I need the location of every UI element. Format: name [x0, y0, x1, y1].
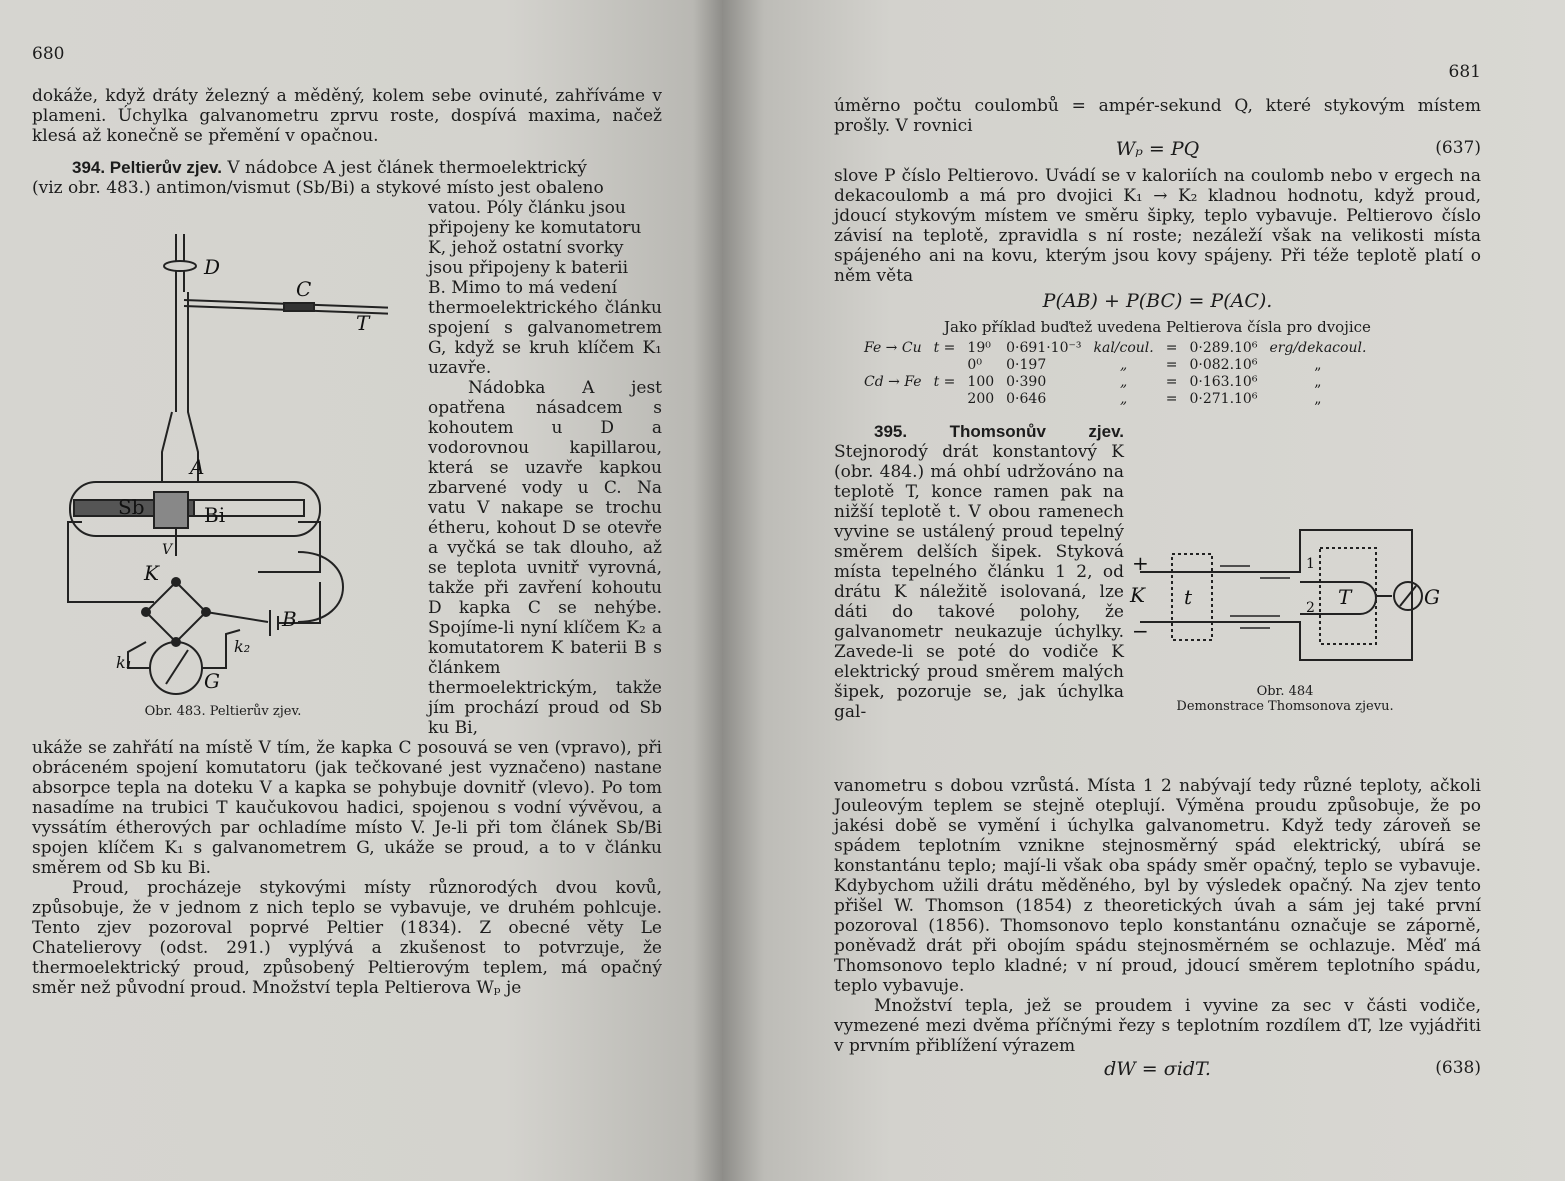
fig483-label-Bi: Bi [204, 503, 226, 527]
section-394-title: 394. Peltierův zjev. [72, 158, 222, 177]
section-395-title: 395. Thomsonův zjev. [874, 422, 1124, 441]
fig483-label-B: B [282, 607, 297, 631]
fig483-label-T: T [356, 311, 370, 335]
equation-637 [834, 138, 1481, 162]
table-row: 200 0·646 „ = 0·271.10⁶ „ [967, 391, 1322, 407]
fig484-label-T: T [1338, 585, 1352, 609]
fig484-label-plus: + [1132, 551, 1149, 575]
figure-483-caption: Obr. 483. Peltierův zjev. [144, 704, 302, 719]
fig484-label-t: t [1184, 585, 1193, 609]
equation-638-number: (638) [1435, 1058, 1481, 1078]
table-row: 0⁰ 0·197 „ = 0·082.10⁶ „ [967, 357, 1322, 373]
equation-637-number: (637) [1435, 138, 1481, 158]
section-394-first-line: 394. Peltierův zjev. V nádobce A jest článek thermoelektrický [72, 158, 587, 178]
paragraph-coulomb: úměrno počtu coulombů = ampér-sekund Q, které stykovým místem prošly. V rovnici [834, 96, 1481, 136]
fig483-label-D: D [204, 255, 221, 279]
equation-638-formula: dW = σidT. [1104, 1058, 1211, 1080]
fig483-label-K: K [144, 561, 159, 585]
fig483-label-C: C [296, 277, 312, 301]
fig483-label-k1: k₁ [116, 653, 133, 672]
figure-484 [1120, 520, 1450, 714]
figure-483 [58, 222, 388, 719]
fig484-label-minus: − [1132, 619, 1149, 643]
fig484-label-G: G [1424, 585, 1440, 609]
figure-484-caption-text: Demonstrace Thomsonova zjevu. [1176, 699, 1394, 714]
section-395-continuation: vanometru s dobou vzrůstá. Místa 1 2 nabývají tedy různé teploty, ačkoli Jouleovým teplem se stejně oteplují. Výměna proudu způsobuje, že po jakési době se vymění i úchylka galvanometru. Když tedy zároveň se spádem teplotním vznikne stejnosměrný spád elektrický, ubírá se konstantánu teplo; mají-li však oba spády směr opačný, teplo se vybavuje. Kdybychom užili drátu měděného, byl by výsledek opačný. Na zjev tento přišel W. Thomson (1854) z theoretických úvah a sám jej také první pozoroval (1856). Thomsonovo teplo konstantánu označuje se záporně, poněvadž drát při obojím spádu stejnosměrném se ochlazuje. Měď má Thomsonovo teplo kladné; v ní proud, jdoucí směrem teplotního spádu, teplo vybavuje. [834, 776, 1481, 996]
table-row: Fe → Cu t = 19⁰ 0·691·10⁻³ kal/coul. = 0·289.10⁶ erg/dekacoul. [864, 340, 1367, 356]
fig484-label-K: K [1130, 583, 1145, 607]
page-number-right: 681 [1448, 62, 1481, 82]
paragraph-heat-amount: Množství tepla, jež se proudem i vyvine za sec v části vodiče, vymezené mezi dvěma příčnými řezy s teplotním rozdílem dT, lze vyjádřiti v prvním přiblížení výrazem [834, 996, 1481, 1056]
fig484-label-1: 1 [1306, 556, 1315, 572]
fig483-label-Sb: Sb [118, 495, 145, 519]
fig483-label-G: G [204, 669, 220, 693]
narrow-text-column: vatou. Póly článku jsou připojeny ke komutatoru K, jehož ostatní svorky jsou připojeny k baterii B. Mimo to má vedení thermoelektrického článku spojení s galvanometrem G, když se kruh klíčem K₁ uzavře. Nádobka A jest opatřena násadcem s kohoutem u D a vodorovnou kapillarou, která se uzavře kapkou zbarvené vody u C. Na vatu V nakape se trochu étheru, kohout D se otevře a vyčká se tak dlouho, až se teplota uvnitř vyrovná, takže při zavření kohoutu D kapka C se nehýbe. Spojíme-li nyní klíčem K₂ a komutatorem K baterii B s článkem thermoelektrickým, takže jím prochází proud od Sb ku Bi, [428, 198, 662, 738]
fig483-label-k2: k₂ [234, 637, 251, 656]
equation-638 [834, 1058, 1481, 1082]
thomson-narrow-column [834, 422, 1124, 722]
intro-paragraph: dokáže, když dráty železný a měděný, kolem sebe ovinuté, zahříváme v plameni. Úchylka galvanometru zprvu roste, dospívá maxima, načež klesá až konečně se přemění v opačnou. [32, 86, 662, 146]
figure-484-caption-title: Obr. 484 [1256, 684, 1314, 699]
fig483-label-A: A [190, 455, 205, 479]
table-row: Cd → Fe t = 100 0·390 „ = 0·163.10⁶ „ [864, 374, 1322, 390]
fig484-label-2: 2 [1306, 600, 1315, 616]
section-394-second-line: (viz obr. 483.) antimon/vismut (Sb/Bi) a stykové místo jest obaleno [32, 178, 604, 198]
table-lead: Jako příklad buďtež uvedena Peltierova čísla pro dvojice [944, 318, 1371, 336]
paragraph-peltier-number: slove P číslo Peltierovo. Uvádí se v kaloriích na coulomb nebo v ergech na dekacoulomb a má pro dvojici K₁ → K₂ kladnou hodnotu, když proud, jdoucí stykovým místem ve směru šipky, teplo vybavuje. Peltierovo číslo závisí na teplotě, zpravidla s ní roste; nezáleží však na velikosti místa spájeného ani na kovu, kterým jsou kovy spájeny. Při téže teplotě platí o něm věta [834, 166, 1481, 286]
continuation-paragraph: ukáže se zahřátí na místě V tím, že kapka C posouvá se ven (vpravo), při obráceném spojení komutatoru (jak tečkované jest vyznačeno) nastane absorpce tepla na doteku V a kapka se pohybuje dovnitř (vlevo). Po tom nasadíme na trubici T kaučukovou hadici, spojenou s vodní vývěvou, a vyssátím étherových par ochladíme místo V. Je-li při tom článek Sb/Bi spojen klíčem K₁ s galvanometrem G, ukáže se proud, a to v článku směrem od Sb ku Bi. [32, 738, 662, 878]
figure-484-drawing [1120, 520, 1450, 680]
equation-sum: P(AB) + P(BC) = P(AC). [1042, 290, 1273, 312]
section-395-paragraph: 395. Thomsonův zjev. Stejnorodý drát konstantový K (obr. 484.) má ohbí udržováno na teplotě T, konce ramen pak na nižší teplotě t. V obou ramenech vyvine se ustálený proud tepelný směrem delších šipek. Styková místa tepelného článku 1 2, od drátu K náležitě isolovaná, lze dáti do takové polohy, že galvanometr neukazuje úchylky. Zavede-li se poté do vodiče K elektrický proud směrem malých šipek, pozoruje se, jak úchylka gal- [834, 422, 1124, 722]
fig483-label-V: V [162, 542, 173, 558]
left-page [0, 0, 722, 1181]
paragraph-peltier-heat: Proud, procházeje stykovými místy různorodých dvou kovů, způsobuje, že v jednom z nich teplo se vybavuje, ve druhém pohlcuje. Tento zjev pozoroval poprvé Peltier (1834). Z obecné věty Le Chatelierovy (odst. 291.) vyplývá a zkušenost to potvrzuje, že thermoelektrický proud, způsobený Peltierovým teplem, má opačný směr než původní proud. Množství tepla Peltierova Wₚ je [32, 878, 662, 998]
equation-637-formula: Wₚ = PQ [1115, 138, 1200, 160]
figure-483-drawing [58, 222, 388, 702]
peltier-table [858, 340, 1372, 408]
page-number-left: 680 [32, 44, 65, 64]
